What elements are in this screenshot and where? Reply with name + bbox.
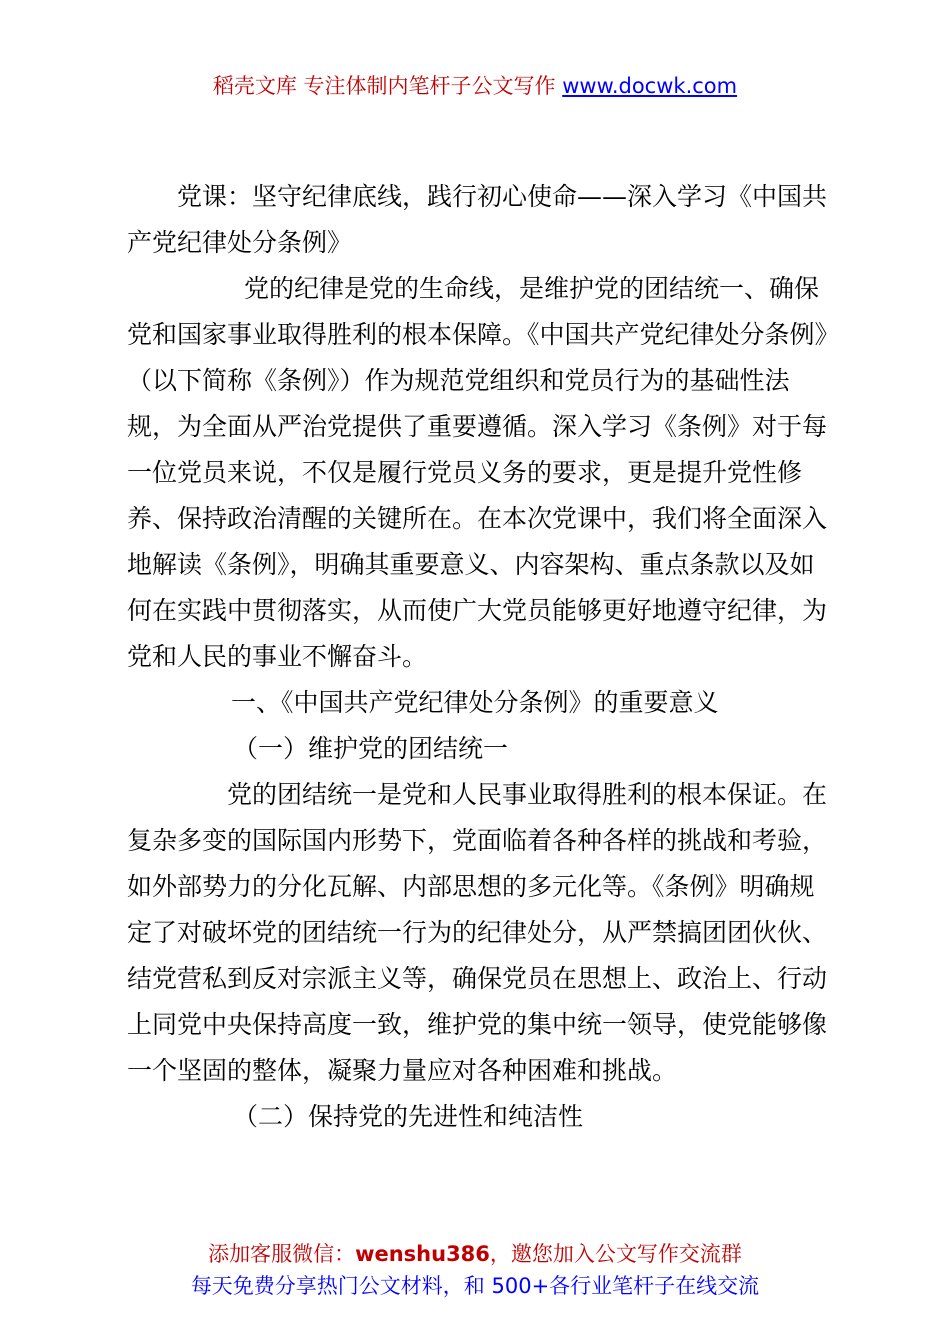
intro-paragraph: 党的纪律是党的生命线，是维护党的团结统一、确保党和国家事业取得胜利的根本保障。《中国共产党纪律处分条例》（以下简称《条例》）作为规范党组织和党员行为的基础性法规，为全面从严治党提供了重要遵循。深入学习《条例》对于每一位党员来说，不仅是履行党员义务的要求，更是提升党性修养、保持政治清醒的关键所在。在本次党课中，我们将全面深入地解读《条例》，明确其重要意义、内容架构、重点条款以及如何在实践中贯彻落实，从而使广大党员能够更好地遵守纪律，为党和人民的事业不懈奋斗。 (127, 274, 828, 671)
subsection-1-paragraph: 党的团结统一是党和人民事业取得胜利的根本保证。在复杂多变的国际国内形势下，党面临着各种各样的挑战和考验，如外部势力的分化瓦解、内部思想的多元化等。《条例》明确规定了对破坏党的团结统一行为的纪律处分，从严禁搞团团伙伙、结党营私到反对宗派主义等，确保党员在思想上、政治上、行动上同党中央保持高度一致，维护党的集中统一领导，使党能够像一个坚固的整体，凝聚力量应对各种困难和挑战。 (127, 780, 828, 1085)
footer-wechat-id: wenshu386 (355, 1242, 490, 1266)
subsection-heading-1: （一）维护党的团结统一 (233, 734, 509, 763)
subsection-heading-2: （二）保持党的先进性和纯洁性 (233, 1102, 584, 1131)
document-body (127, 174, 839, 1140)
footer-contact-suffix: ，邀您加入公文写作交流群 (489, 1242, 742, 1266)
header-brand-text: 稻壳文库 专注体制内笔杆子公文写作 (212, 74, 563, 98)
section-heading-1: 一、《中国共产党纪律处分条例》的重要意义 (231, 688, 719, 717)
header-website-link[interactable]: www.docwk.com (562, 74, 738, 98)
footer-contact-line (0, 1238, 950, 1270)
page-footer (0, 1238, 950, 1302)
footer-promo-line: 每天免费分享热门公文材料，和 500+各行业笔杆子在线交流 (190, 1274, 760, 1298)
page-header (0, 70, 950, 100)
document-title: 党课：坚守纪律底线，践行初心使命——深入学习《中国共产党纪律处分条例》 (127, 182, 828, 257)
footer-contact-prefix: 添加客服微信： (208, 1242, 356, 1266)
